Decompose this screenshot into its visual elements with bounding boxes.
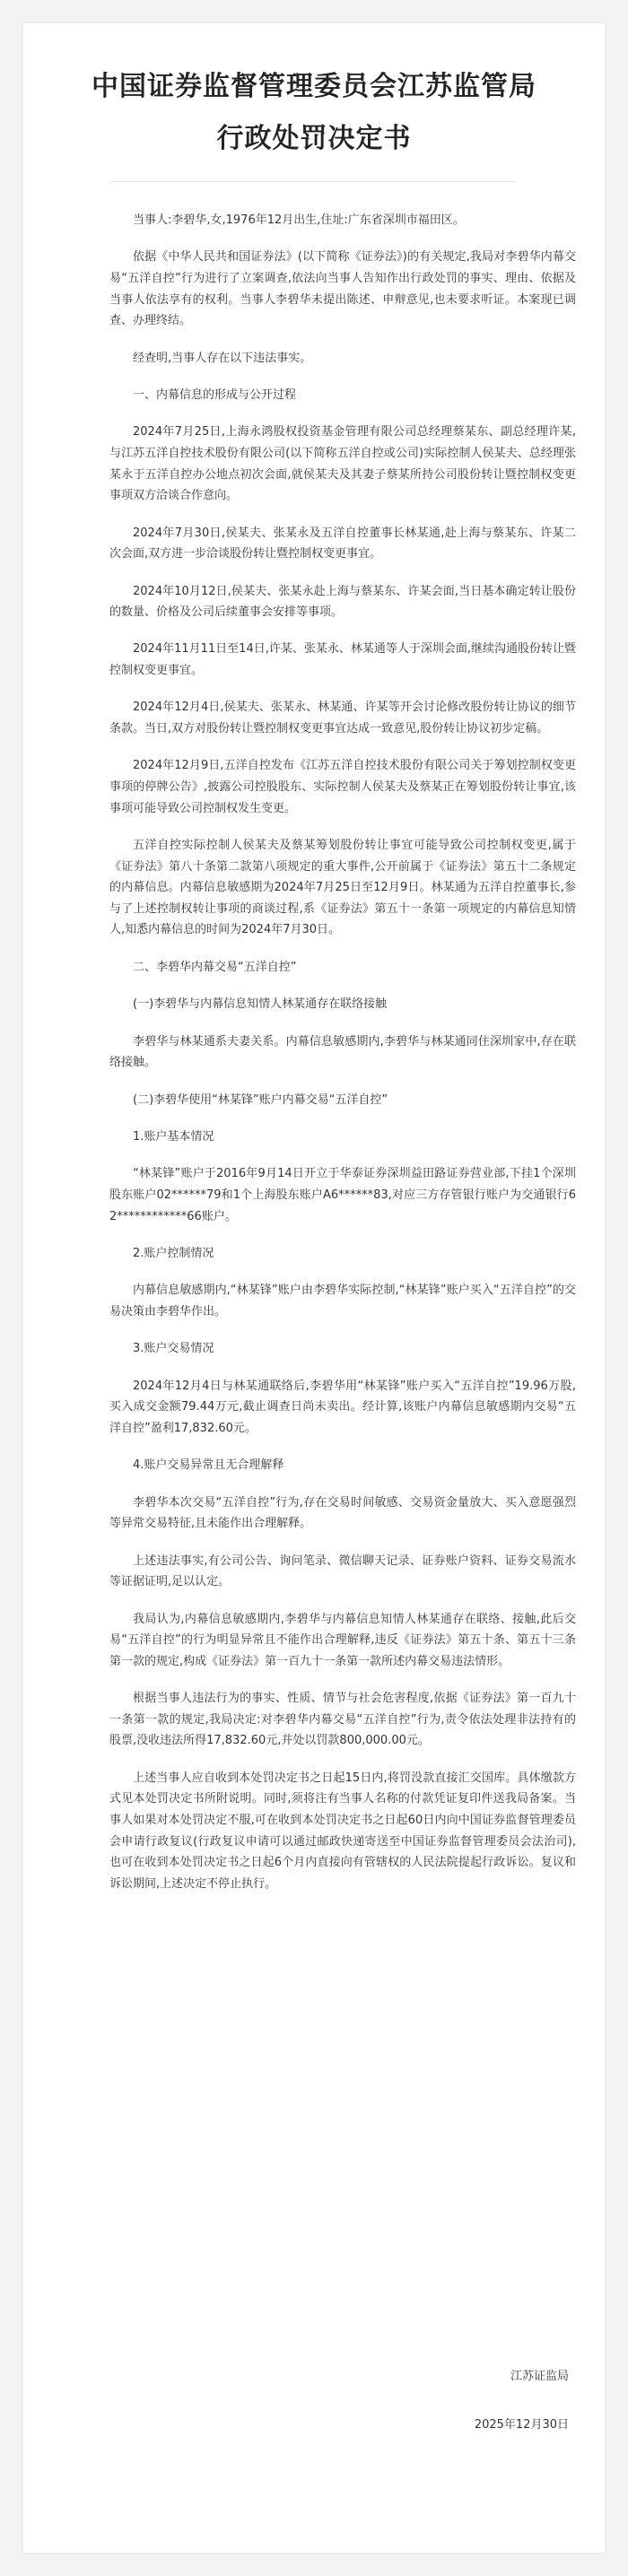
facts-intro: 经查明,当事人存在以下违法事实。	[133, 351, 312, 365]
timeline-paragraph: 2024年7月25日,上海永鸿股权投资基金管理有限公司总经理蔡某东、副总经理许某,与江苏五洋自控技术股份有限公司(以下简称五洋自控或公司)实际控制人侯某夫、总经理张某永于五洋自控办公地点初次会面,就侯某夫及其妻子蔡某所持公司股份转让暨控制权变更事项双方洽谈合作意向。	[109, 425, 576, 503]
subsection-heading: (二)李碧华使用“林某锋”账户内幕交易“五洋自控”	[133, 1092, 388, 1107]
account-paragraph: “林某锋”账户于2016年9月14日开立于华泰证券深圳益田路证券营业部,下挂1个深圳股东账户02******79和1个上海股东账户A6******83,对应三方存管银行账户为交通银行62************66账户。	[109, 1167, 576, 1223]
issue-date: 2025年12月30日	[474, 2418, 569, 2432]
inside-info-paragraph: 五洋自控实际控制人侯某夫及蔡某筹划股份转让事宜可能导致公司控制权变更,属于《证券法》第八十条第二款第八项规定的重大事件,公开前属于《证券法》第五十二条规定的内幕信息。内幕信息敏感期为2024年7月25日至12月9日。林某通为五洋自控董事长,参与了上述控制权转让事项的商谈过程,系《证券法》第五十一条第一项规定的内幕信息知情人,知悉内幕信息的时间为2024年7月30日。	[109, 839, 576, 937]
subsection-heading: (一)李碧华与内幕信息知情人林某通存在联络接触	[133, 997, 388, 1012]
item-heading: 3.账户交易情况	[133, 1342, 214, 1356]
finding-paragraph: 我局认为,内幕信息敏感期内,李碧华与内幕信息知情人林某通存在联络、接触,此后交易“五洋自控”的行为明显异常且不能作出合理解释,违反《证券法》第五十条、第五十三条第一款的规定,构成《证券法》第一百九十一条第一款所述内幕交易违法情形。	[109, 1612, 576, 1668]
issuer-signature: 江苏证监局	[510, 2370, 569, 2383]
title-line-1: 中国证券监督管理委员会江苏监管局	[92, 71, 536, 102]
penalty-paragraph: 根据当事人违法行为的事实、性质、情节与社会危害程度,依据《证券法》第一百九十一条第一款的规定,我局决定:对李碧华内幕交易“五洋自控”行为,责令依法处理非法持有的股票,没收违法所得17,832.60元,并处以罚款800,000.00元。	[109, 1692, 576, 1748]
trading-paragraph: 2024年12月4日与林某通联络后,李碧华用“林某锋”账户买入“五洋自控”19.96万股,买入成交金额79.44万元,截止调查日尚未卖出。经计算,该账户内幕信息敏感期内交易“五洋自控”盈利17,832.60元。	[109, 1379, 576, 1435]
document-body	[109, 210, 576, 1910]
section-heading-2: 二、李碧华内幕交易“五洋自控”	[133, 960, 297, 974]
section-heading-1: 一、内幕信息的形成与公开过程	[133, 387, 297, 402]
title-line-2: 行政处罚决定书	[216, 123, 412, 154]
signature-block	[475, 2366, 569, 2463]
document-page	[23, 23, 605, 2553]
anomaly-paragraph: 李碧华本次交易“五洋自控”行为,存在交易时间敏感、交易资金量放大、买入意愿强烈等异常交易特征,且未能作出合理解释。	[109, 1495, 576, 1531]
timeline-paragraph: 2024年12月4日,侯某夫、张某永、林某通、许某等开会讨论修改股份转让协议的细节条款。当日,双方对股份转让暨控制权变更事宜达成一致意见,股份转让协议初步定稿。	[109, 701, 576, 736]
item-heading: 4.账户交易异常且无合理解释	[133, 1458, 284, 1473]
item-heading: 2.账户控制情况	[133, 1246, 214, 1260]
timeline-paragraph: 2024年11月11日至14日,许某、张某永、林某通等人于深圳会面,继续沟通股份转让暨控制权变更事宜。	[109, 642, 576, 678]
case-intro: 依据《中华人民共和国证券法》(以下简称《证券法》)的有关规定,我局对李碧华内幕交易“五洋自控”行为进行了立案调查,依法向当事人告知作出行政处罚的事实、理由、依据及当事人依法享有的权利。当事人李碧华未提出陈述、申辩意见,也未要求听证。本案现已调查、办理终结。	[109, 250, 576, 328]
payment-paragraph: 上述当事人应自收到本处罚决定书之日起15日内,将罚没款直接汇交国库。具体缴款方式见本处罚决定书所附说明。同时,须将注有当事人名称的付款凭证复印件送我局备案。当事人如果对本处罚决定不服,可在收到本处罚决定书之日起60日内向中国证券监督管理委员会申请行政复议(行政复议申请可以通过邮政快递寄送至中国证券监督管理委员会法治司),也可在收到本处罚决定书之日起6个月内直接向有管辖权的人民法院提起行政诉讼。复议和诉讼期间,上述决定不停止执行。	[109, 1771, 576, 1891]
timeline-paragraph: 2024年10月12日,侯某夫、张某永赴上海与蔡某东、许某会面,当日基本确定转让股份的数量、价格及公司后续董事会安排等事项。	[109, 584, 576, 620]
evidence-paragraph: 上述违法事实,有公司公告、询问笔录、微信聊天记录、证券账户资料、证券交易流水等证据证明,足以认定。	[109, 1553, 576, 1589]
timeline-paragraph: 2024年12月9日,五洋自控发布《江苏五洋自控技术股份有限公司关于筹划控制权变更事项的停牌公告》,披露公司控股股东、实际控制人侯某夫及蔡某正在筹划股份转让事宜,该事项可能导致公司控制权发生变更。	[109, 759, 576, 815]
account-paragraph: 内幕信息敏感期内,“林某锋”账户由李碧华实际控制,“林某锋”账户买入“五洋自控”的交易决策由李碧华作出。	[109, 1284, 576, 1318]
timeline-paragraph: 2024年7月30日,侯某夫、张某永及五洋自控董事长林某通,赴上海与蔡某东、许某二次会面,双方进一步洽谈股份转让暨控制权变更事宜。	[109, 526, 576, 561]
document-title	[23, 61, 605, 165]
item-heading: 1.账户基本情况	[133, 1129, 214, 1144]
contact-paragraph: 李碧华与林某通系夫妻关系。内幕信息敏感期内,李碧华与林某通同住深圳家中,存在联络接触。	[109, 1034, 576, 1070]
title-divider	[111, 181, 517, 182]
party-info: 当事人:李碧华,女,1976年12月出生,住址:广东省深圳市福田区。	[133, 213, 465, 227]
